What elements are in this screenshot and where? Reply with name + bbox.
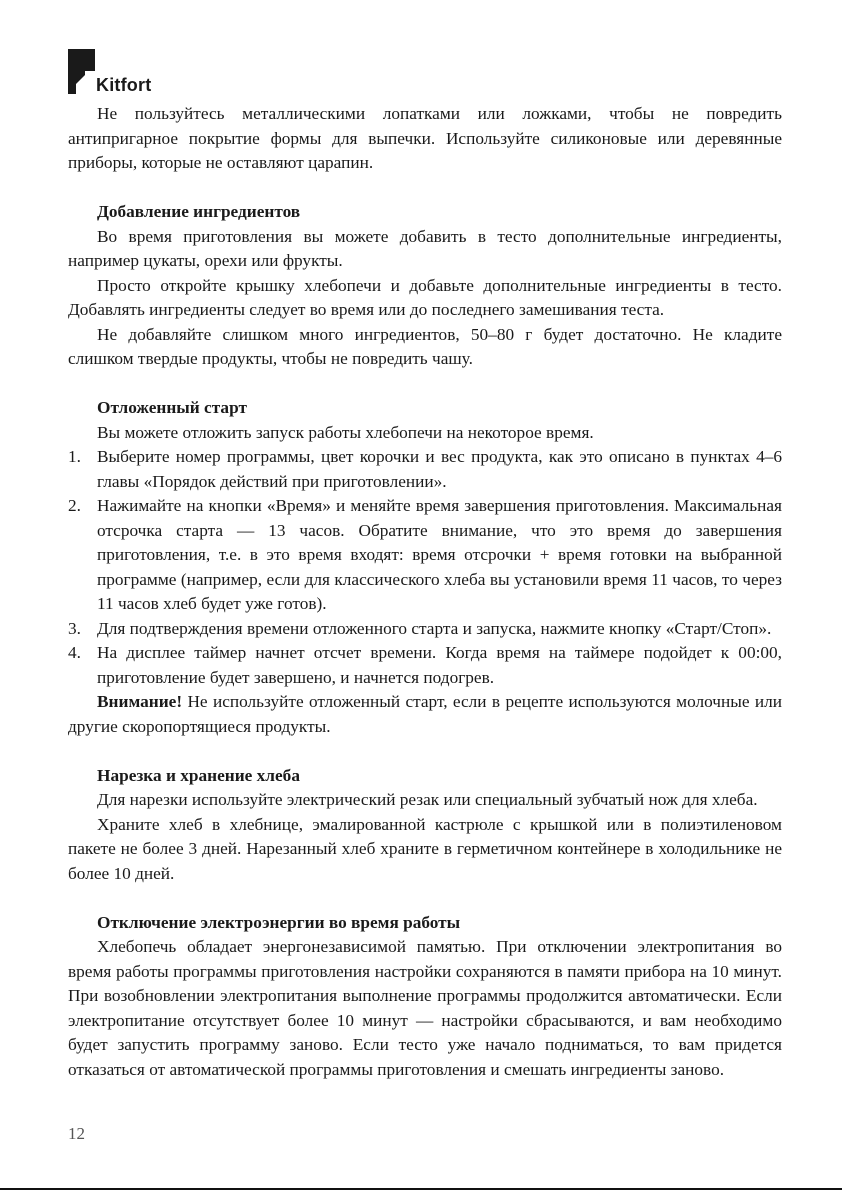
warning-label: Внимание! [97,692,183,711]
step-text: Нажимайте на кнопки «Время» и меняйте время завершения приготовления. Максимальная отсрочка старта — 13 часов. Обратите внимание, что это время до завершения приготовления, т.е. в это время входят: время отсрочки + время готовки на выбранной программе (например, если для классического хлеба вы установили время 11 часов, то через 11 часов хлеб будет уже готов). [97,496,782,613]
power-outage-paragraph: Хлебопечь обладает энергонезависимой памятью. При отключении электропитания во время работы программы приготовления настройки сохраняются в памяти прибора на 10 минут. При возобновлении электропитания выполнение программы продолжится автоматически. Если электропитание отсутствует более 10 минут — настройки сбрасываются, и вам необходимо будет запустить программу заново. Если тесто уже начало подниматься, то вам придется отказаться от автоматической программы приготовления и смешать ингредиенты заново. [68,937,782,1079]
page-content [68,102,782,1082]
warning-text: Не используйте отложенный старт, если в рецепте используются молочные или другие скоропортящиеся продукты. [68,692,782,736]
step-number: 1. [68,447,81,466]
list-item [68,617,782,642]
step-number: 2. [68,496,81,515]
delayed-start-paragraph: Вы можете отложить запуск работы хлебопечи на некоторое время. [97,422,594,442]
ingredients-paragraph: Не добавляйте слишком много ингредиентов, 50–80 г будет достаточно. Не кладите слишком твердые продукты, чтобы не повредить чашу. [68,324,782,368]
step-text: На дисплее таймер начнет отсчет времени. Когда время на таймере подойдет к 00:00, приготовление будет завершено, и начнется подогрев. [97,643,782,687]
slicing-paragraph: Храните хлеб в хлебнице, эмалированной кастрюле с крышкой или в полиэтиленовом пакете не более 3 дней. Нарезанный хлеб храните в герметичном контейнере в холодильнике не более 10 дней. [68,814,782,883]
step-text: Для подтверждения времени отложенного старта и запуска, нажмите кнопку «Старт/Стоп». [97,618,772,638]
bottom-divider [0,1188,842,1190]
intro-paragraph: Не пользуйтесь металлическими лопатками или ложками, чтобы не повредить антипригарное покрытие формы для выпечки. Используйте силиконовые или деревянные приборы, которые не оставляют царапин. [68,104,782,172]
warning-paragraph [68,690,782,739]
list-item [68,641,782,690]
section-title-ingredients: Добавление ингредиентов [97,202,301,221]
section-title-delayed-start: Отложенный старт [97,398,247,417]
section-title-power-outage: Отключение электроэнергии во время работы [97,912,461,932]
list-item [68,445,782,494]
page-number: 12 [68,1124,85,1143]
section-title-slicing: Нарезка и хранение хлеба [97,765,300,785]
step-text: Выберите номер программы, цвет корочки и вес продукта, как это описано в пунктах 4–6 главы «Порядок действий при приготовлении». [97,447,782,491]
slicing-paragraph: Для нарезки используйте электрический резак или специальный зубчатый нож для хлеба. [97,790,758,809]
kitfort-flag-icon [68,49,95,94]
step-number: 3. [68,618,81,638]
step-number: 4. [68,643,81,662]
ingredients-paragraph: Просто откройте крышку хлебопечи и добавьте дополнительные ингредиенты в тесто. Добавлять ингредиенты следует во время или до последнего замешивания теста. [68,275,782,319]
delayed-start-steps [68,445,782,690]
brand-logo [68,49,178,99]
list-item [68,494,782,617]
ingredients-paragraph: Во время приготовления вы можете добавить в тесто дополнительные ингредиенты, например цукаты, орехи или фрукты. [68,226,782,270]
brand-name: Kitfort [96,75,152,95]
